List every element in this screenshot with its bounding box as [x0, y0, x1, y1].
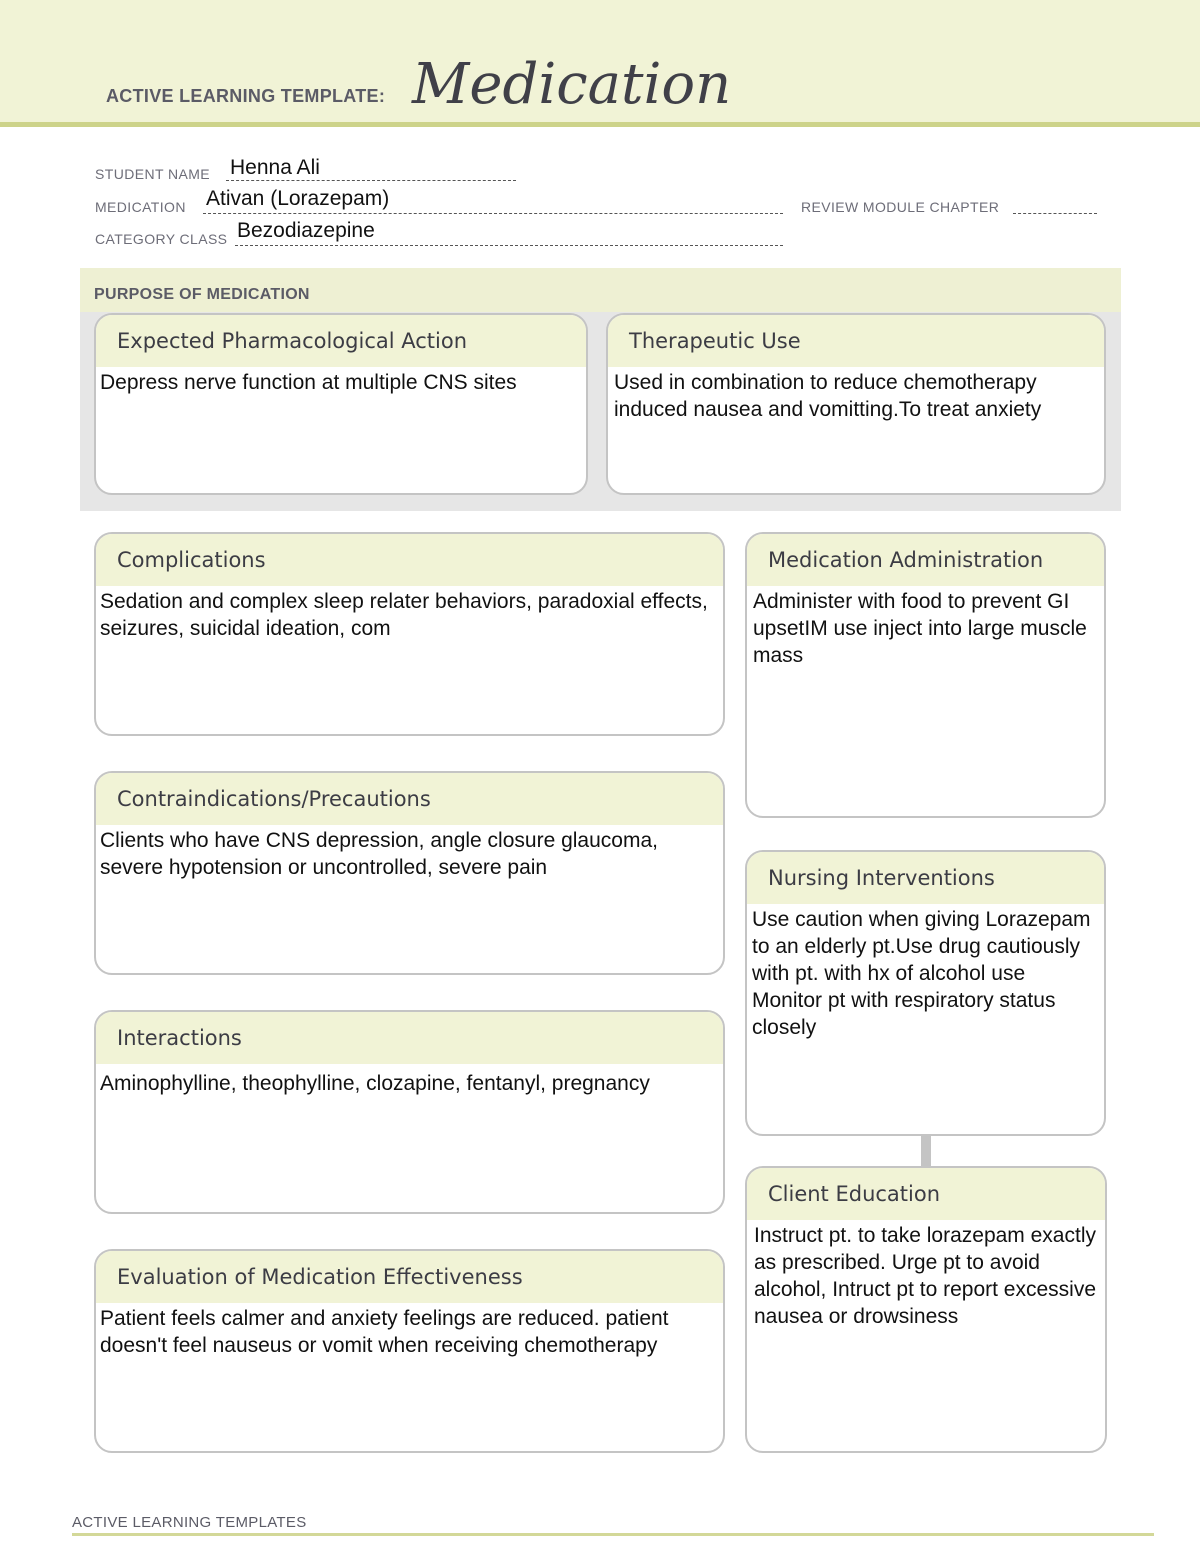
nursing-interventions-text[interactable]: Use caution when giving Lorazepam to an elderly pt.Use drug cautiously with pt. with hx of alcohol use Monitor pt with respiratory status closely [752, 908, 1091, 1039]
complications-title: Complications [96, 534, 723, 586]
page-title: Medication [412, 52, 732, 117]
category-class-label: CATEGORY CLASS [95, 231, 228, 247]
nursing-interventions-title: Nursing Interventions [747, 852, 1104, 904]
nursing-interventions-box [745, 850, 1106, 1136]
connector-line [921, 1134, 931, 1166]
expected-action-text[interactable]: Depress nerve function at multiple CNS sites [100, 371, 517, 394]
template-label: ACTIVE LEARNING TEMPLATE: [106, 86, 386, 106]
medication-label: MEDICATION [95, 199, 186, 215]
review-module-line [1013, 213, 1097, 214]
client-education-text[interactable]: Instruct pt. to take lorazepam exactly as prescribed. Urge pt to avoid alcohol, Intruct pt to report excessive nausea or drowsiness [754, 1224, 1096, 1328]
interactions-title: Interactions [96, 1012, 723, 1064]
medication-administration-text[interactable]: Administer with food to prevent GI upsetIM use inject into large muscle mass [753, 590, 1087, 667]
interactions-box [94, 1010, 725, 1214]
evaluation-box [94, 1249, 725, 1453]
interactions-text[interactable]: Aminophylline, theophylline, clozapine, fentanyl, pregnancy [100, 1072, 650, 1095]
medication-line [203, 213, 783, 214]
complications-box [94, 532, 725, 736]
expected-action-box [94, 313, 588, 495]
header-divider [0, 122, 1200, 127]
footer-label: ACTIVE LEARNING TEMPLATES [72, 1514, 307, 1531]
client-education-box [745, 1166, 1107, 1453]
complications-text[interactable]: Sedation and complex sleep relater behaviors, paradoxial effects, seizures, suicidal ideation, com [100, 590, 708, 640]
student-name-label: STUDENT NAME [95, 166, 210, 182]
contraindications-box [94, 771, 725, 975]
client-education-title: Client Education [747, 1168, 1105, 1220]
therapeutic-use-text[interactable]: Used in combination to reduce chemotherapy induced nausea and vomitting.To treat anxiety [614, 371, 1042, 421]
evaluation-title: Evaluation of Medication Effectiveness [96, 1251, 723, 1303]
medication-administration-title: Medication Administration [747, 534, 1104, 586]
therapeutic-use-box [606, 313, 1106, 495]
medication-field[interactable]: Ativan (Lorazepam) [206, 187, 390, 210]
medication-administration-box [745, 532, 1106, 818]
student-name-field[interactable]: Henna Ali [230, 156, 320, 179]
purpose-title: PURPOSE OF MEDICATION [94, 286, 310, 303]
contraindications-text[interactable]: Clients who have CNS depression, angle closure glaucoma, severe hypotension or uncontrolled, severe pain [100, 829, 658, 879]
category-class-field[interactable]: Bezodiazepine [237, 219, 375, 242]
review-module-label: REVIEW MODULE CHAPTER [801, 199, 1000, 215]
contraindications-title: Contraindications/Precautions [96, 773, 723, 825]
student-name-line [226, 180, 516, 181]
expected-action-title: Expected Pharmacological Action [96, 315, 586, 367]
therapeutic-use-title: Therapeutic Use [608, 315, 1104, 367]
evaluation-text[interactable]: Patient feels calmer and anxiety feelings are reduced. patient doesn't feel nauseus or vomit when receiving chemotherapy [100, 1307, 669, 1357]
footer-divider [72, 1533, 1154, 1536]
category-class-line [235, 245, 783, 246]
